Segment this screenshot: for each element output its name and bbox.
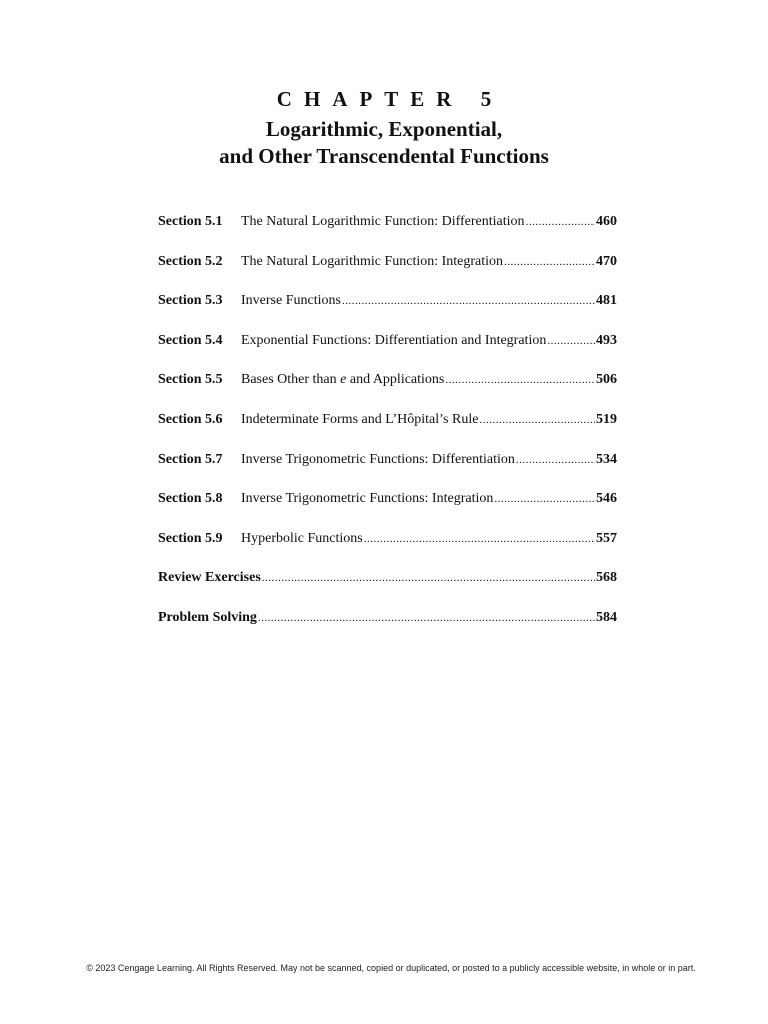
toc-row-section-5-9: [158, 529, 617, 569]
page-number: 506: [596, 372, 617, 388]
toc-row-section-5-4: [158, 331, 617, 371]
section-title: [241, 370, 444, 390]
section-title: Exponential Functions: Differentiation and Integration: [241, 332, 547, 348]
toc-row-section-5-8: [158, 489, 617, 529]
section-number: Section 5.2: [158, 253, 223, 269]
dot-leader: [262, 568, 595, 588]
table-of-contents: [158, 212, 617, 648]
section-title: Hyperbolic Functions: [241, 530, 363, 546]
chapter-label: CHAPTER 5: [276, 87, 504, 111]
toc-row-section-5-5: [158, 370, 617, 410]
dot-leader: [479, 410, 595, 430]
dot-leader: [516, 450, 595, 470]
section-title-part: and Applications: [346, 372, 445, 388]
dot-leader: [547, 331, 595, 351]
toc-row-review-exercises: [158, 568, 617, 608]
page-number: 568: [596, 570, 617, 586]
section-title-part: Bases Other than: [241, 372, 341, 388]
section-number: Section 5.8: [158, 491, 223, 507]
dot-leader: [526, 212, 595, 232]
section-title: Indeterminate Forms and L’Hôpital’s Rule: [241, 411, 479, 427]
page-number: 493: [596, 332, 617, 348]
problem-solving-label: Problem Solving: [158, 609, 257, 625]
section-title-italic-e: e: [340, 372, 347, 388]
dot-leader: [504, 252, 595, 272]
section-number: Section 5.9: [158, 530, 223, 546]
chapter-title-line-2: and Other Transcendental Functions: [219, 144, 549, 168]
section-title: The Natural Logarithmic Function: Differentiation: [241, 214, 525, 229]
page-number: 584: [596, 609, 617, 625]
section-number: Section 5.3: [158, 293, 223, 309]
page-number: 519: [596, 411, 617, 427]
toc-row-problem-solving: [158, 608, 617, 648]
review-exercises-label: Review Exercises: [158, 570, 261, 586]
section-number: Section 5.5: [158, 372, 223, 388]
page-number: 460: [596, 214, 617, 229]
page-number: 481: [596, 293, 617, 309]
section-title: Inverse Trigonometric Functions: Integration: [241, 491, 494, 507]
section-title: Inverse Functions: [241, 293, 341, 309]
page-number: 557: [596, 530, 617, 546]
toc-row-section-5-2: [158, 252, 617, 292]
toc-row-section-5-6: [158, 410, 617, 450]
section-number: Section 5.6: [158, 411, 223, 427]
page-number: 534: [596, 451, 617, 467]
toc-row-section-5-1: [158, 212, 617, 252]
dot-leader: [364, 529, 595, 549]
section-number: Section 5.4: [158, 332, 223, 348]
toc-row-section-5-7: [158, 450, 617, 490]
dot-leader: [494, 489, 595, 509]
chapter-title-line-1: Logarithmic, Exponential,: [265, 117, 503, 141]
section-title: The Natural Logarithmic Function: Integration: [241, 253, 504, 269]
dot-leader: [445, 370, 595, 390]
toc-row-section-5-3: [158, 291, 617, 331]
page-number: 470: [596, 253, 617, 269]
copyright-footer: © 2023 Cengage Learning. All Rights Reserved. May not be scanned, copied or duplicated, or posted to a publicly accessible website, in whole or in part.: [86, 963, 696, 973]
section-title: Inverse Trigonometric Functions: Differentiation: [241, 451, 515, 467]
section-number: Section 5.1: [158, 214, 223, 229]
section-number: Section 5.7: [158, 451, 223, 467]
page-number: 546: [596, 491, 617, 507]
dot-leader: [342, 291, 595, 311]
dot-leader: [258, 608, 595, 628]
